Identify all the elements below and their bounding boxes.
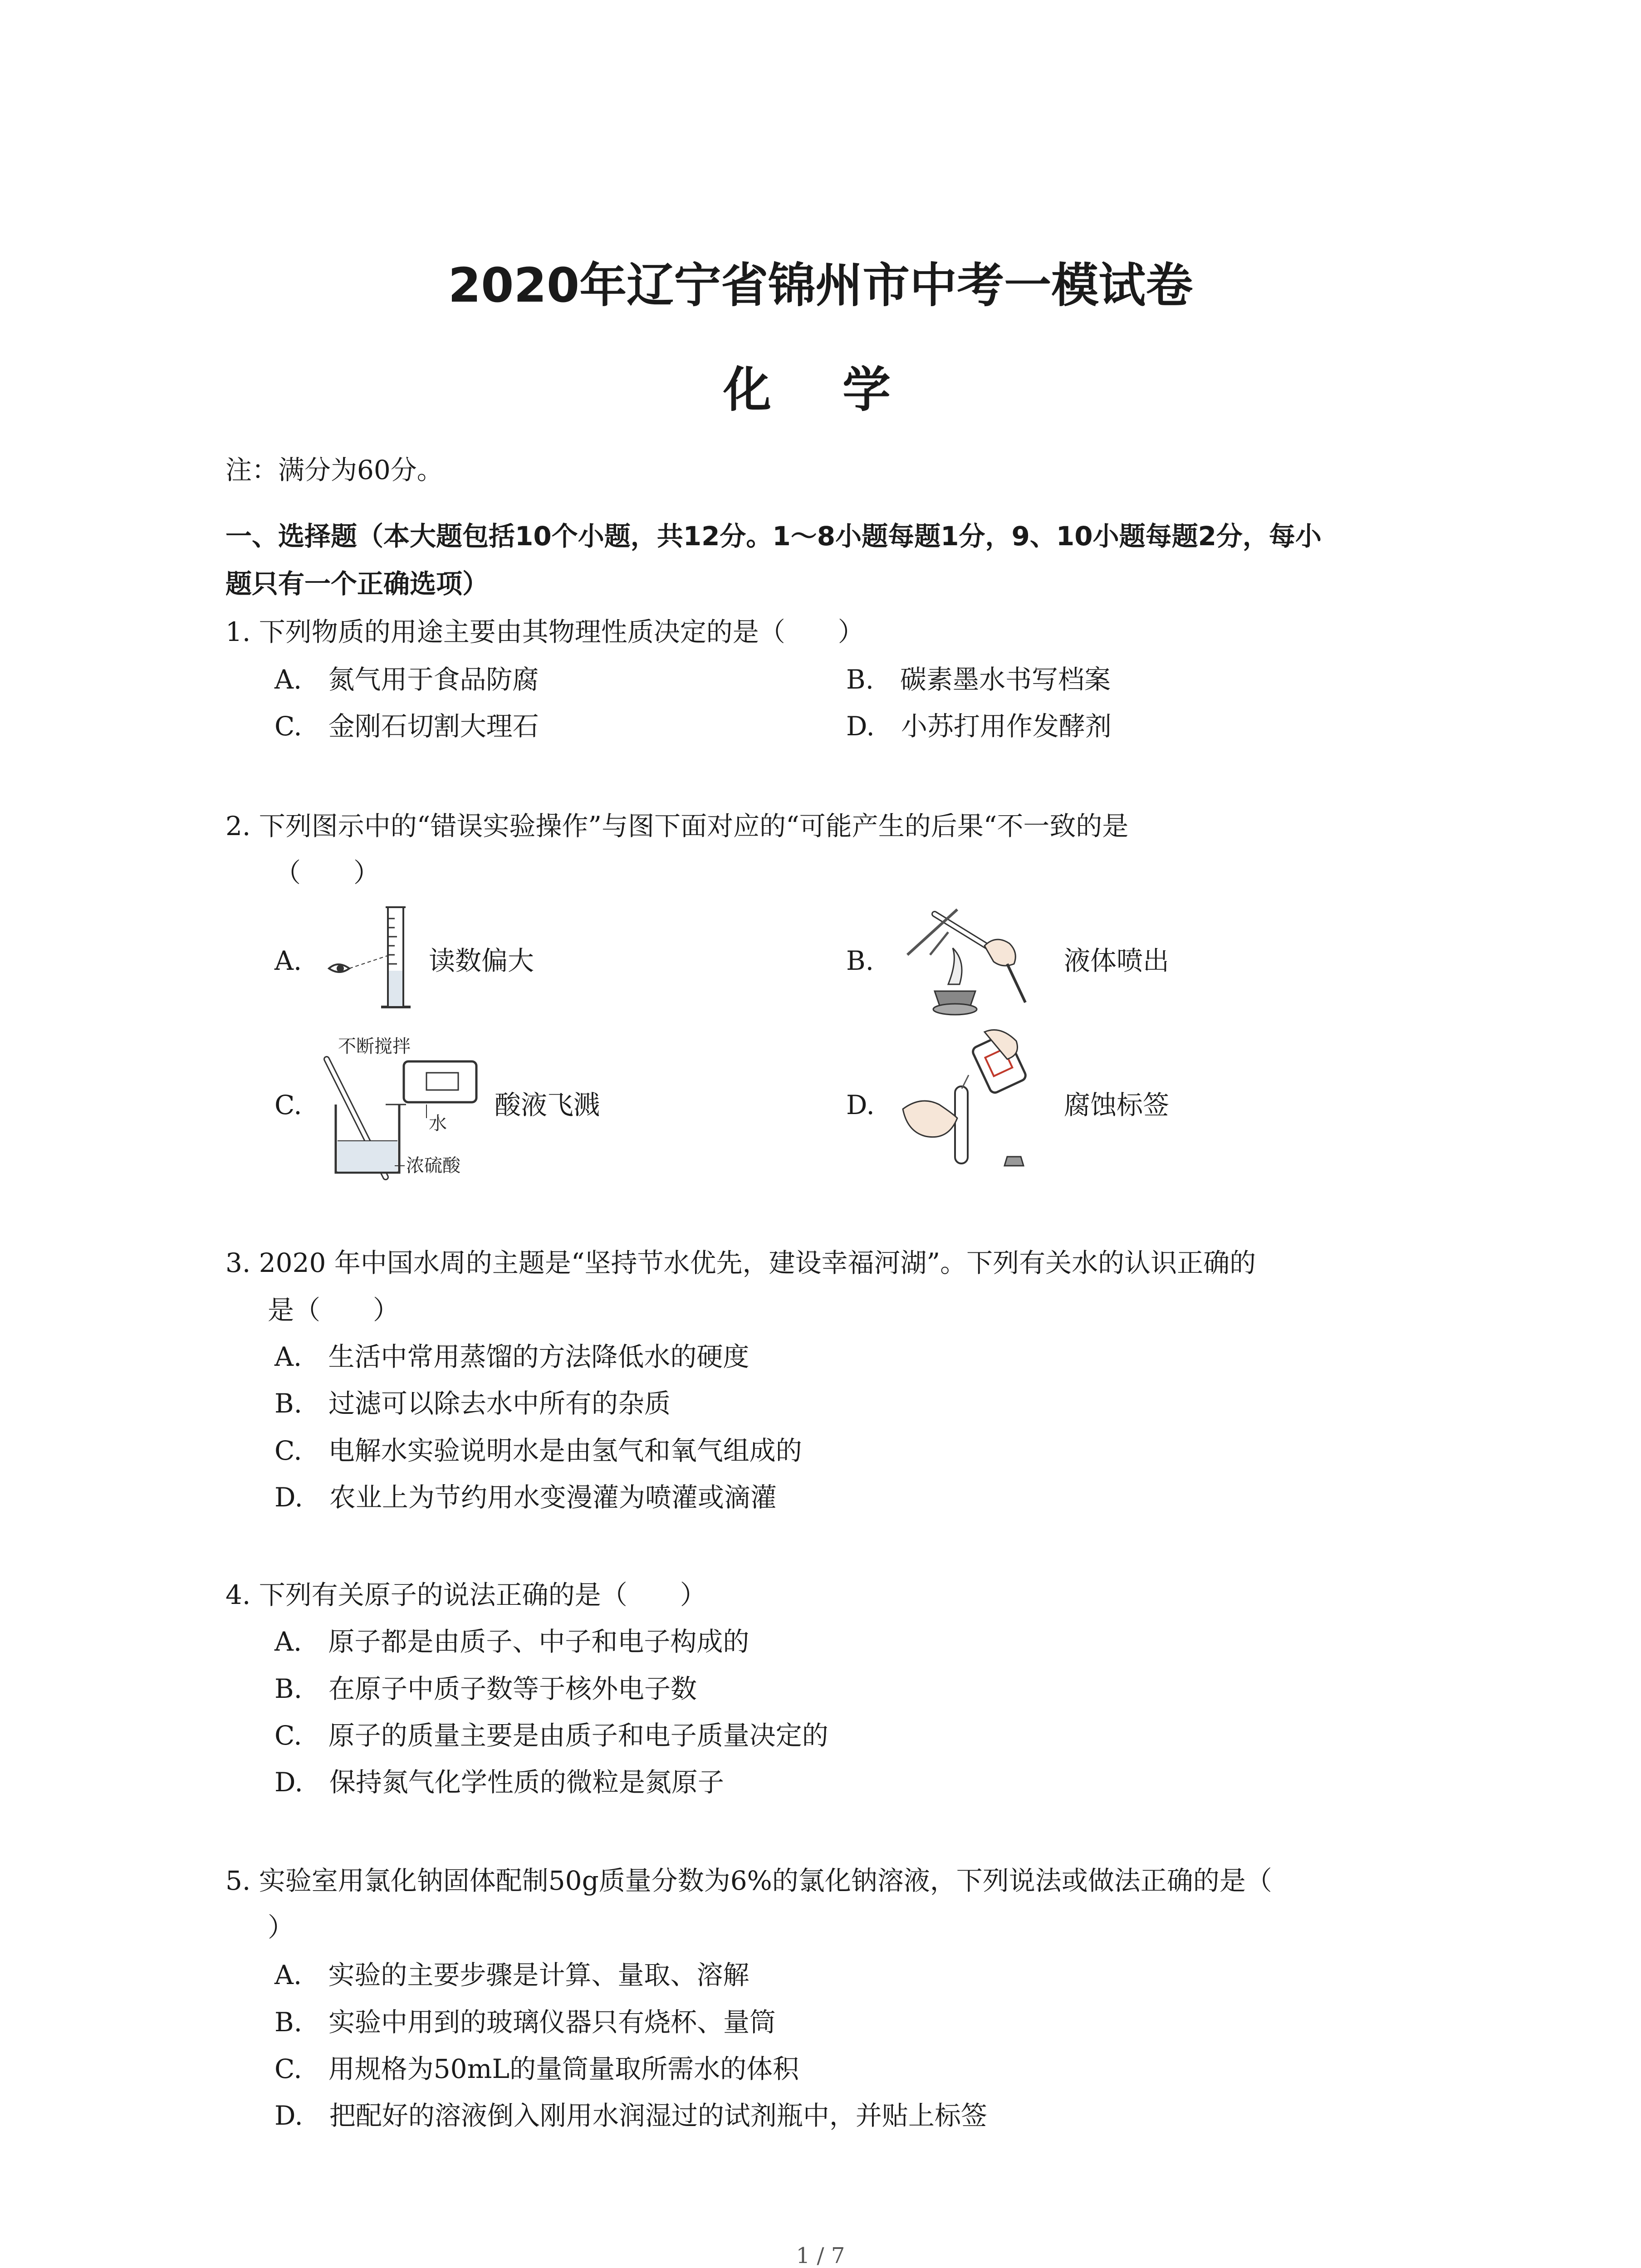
question-1-option-b[interactable]: B. 碳素墨水书写档案	[846, 664, 1111, 695]
score-note: 注：满分为60分。	[225, 455, 443, 485]
question-5-option-d[interactable]: D. 把配好的溶液倒入刚用水润湿过的试剂瓶中，并贴上标签	[274, 2100, 987, 2131]
section-heading-line1: 一、选择题（本大题包括10个小题，共12分。1～8小题每题1分，9、10小题每题2分，每小	[225, 521, 1322, 552]
question-4-option-c[interactable]: C. 原子的质量主要是由质子和电子质量决定的	[274, 1720, 828, 1751]
question-1-option-a[interactable]: A. 氮气用于食品防腐	[274, 664, 539, 695]
question-5-option-a[interactable]: A. 实验的主要步骤是计算、量取、溶解	[274, 1960, 749, 1990]
question-2-stem: 2. 下列图示中的“错误实验操作”与图下面对应的“可能产生的后果“不一致的是	[225, 811, 1129, 841]
pouring-liquid-figure	[889, 1027, 1043, 1182]
question-5-stem: 5. 实验室用氯化钠固体配制50g质量分数为6%的氯化钠溶液，下列说法或做法正确的是（	[225, 1865, 1272, 1896]
question-2-option-b-result: 液体喷出	[1064, 945, 1170, 976]
question-2-answer-bracket: （ ）	[274, 857, 380, 888]
question-4-option-d[interactable]: D. 保持氮气化学性质的微粒是氮原子	[274, 1767, 724, 1798]
question-3-stem: 3. 2020 年中国水周的主题是“坚持节水优先，建设幸福河湖”。下列有关水的认识正确的	[225, 1247, 1256, 1278]
question-3-option-a[interactable]: A. 生活中常用蒸馏的方法降低水的硬度	[274, 1341, 749, 1372]
question-3-option-b[interactable]: B. 过滤可以除去水中所有的杂质	[274, 1388, 671, 1419]
water-label: 水	[429, 1113, 447, 1134]
question-4-stem: 4. 下列有关原子的说法正确的是（ ）	[225, 1579, 706, 1610]
question-5-option-b[interactable]: B. 实验中用到的玻璃仪器只有烧杯、量筒	[274, 2007, 776, 2038]
page-number: 1 / 7	[796, 2243, 845, 2268]
stirring-label: 不断搅拌	[338, 1036, 411, 1057]
heating-test-tube-figure	[880, 896, 1053, 1018]
question-1-stem: 1. 下列物质的用途主要由其物理性质决定的是（ ）	[225, 616, 864, 647]
question-4-option-b[interactable]: B. 在原子中质子数等于核外电子数	[274, 1673, 697, 1704]
question-3-option-d[interactable]: D. 农业上为节约用水变漫灌为喷灌或滴灌	[274, 1482, 777, 1513]
question-3-stem-cont: 是（ ）	[268, 1295, 400, 1325]
acid-label: 浓硫酸	[406, 1155, 460, 1176]
question-1-option-d[interactable]: D. 小苏打用作发酵剂	[846, 711, 1112, 742]
question-2-option-c-letter[interactable]: C.	[274, 1090, 302, 1120]
question-5-option-c[interactable]: C. 用规格为50mL的量筒量取所需水的体积	[274, 2053, 799, 2084]
dilution-figure	[318, 1027, 508, 1182]
question-2-option-d-letter[interactable]: D.	[846, 1090, 875, 1120]
question-2-option-a-letter[interactable]: A.	[274, 945, 302, 976]
question-3-option-c[interactable]: C. 电解水实验说明水是由氢气和氧气组成的	[274, 1435, 802, 1466]
page-title: 2020年辽宁省锦州市中考一模试卷	[448, 258, 1193, 313]
question-2-option-a-result: 读数偏大	[429, 945, 534, 976]
graduated-cylinder-figure	[318, 900, 436, 1018]
subject-title: 化 学	[723, 362, 918, 418]
question-2-option-c-result: 酸液飞溅	[495, 1090, 600, 1120]
question-4-option-a[interactable]: A. 原子都是由质子、中子和电子构成的	[274, 1626, 749, 1657]
section-heading-line2: 题只有一个正确选项）	[225, 568, 489, 599]
question-2-option-d-result: 腐蚀标签	[1064, 1090, 1170, 1120]
question-2-option-b-letter[interactable]: B.	[846, 945, 874, 976]
question-1-option-c[interactable]: C. 金刚石切割大理石	[274, 711, 539, 742]
question-5-stem-cont: ）	[268, 1912, 294, 1943]
